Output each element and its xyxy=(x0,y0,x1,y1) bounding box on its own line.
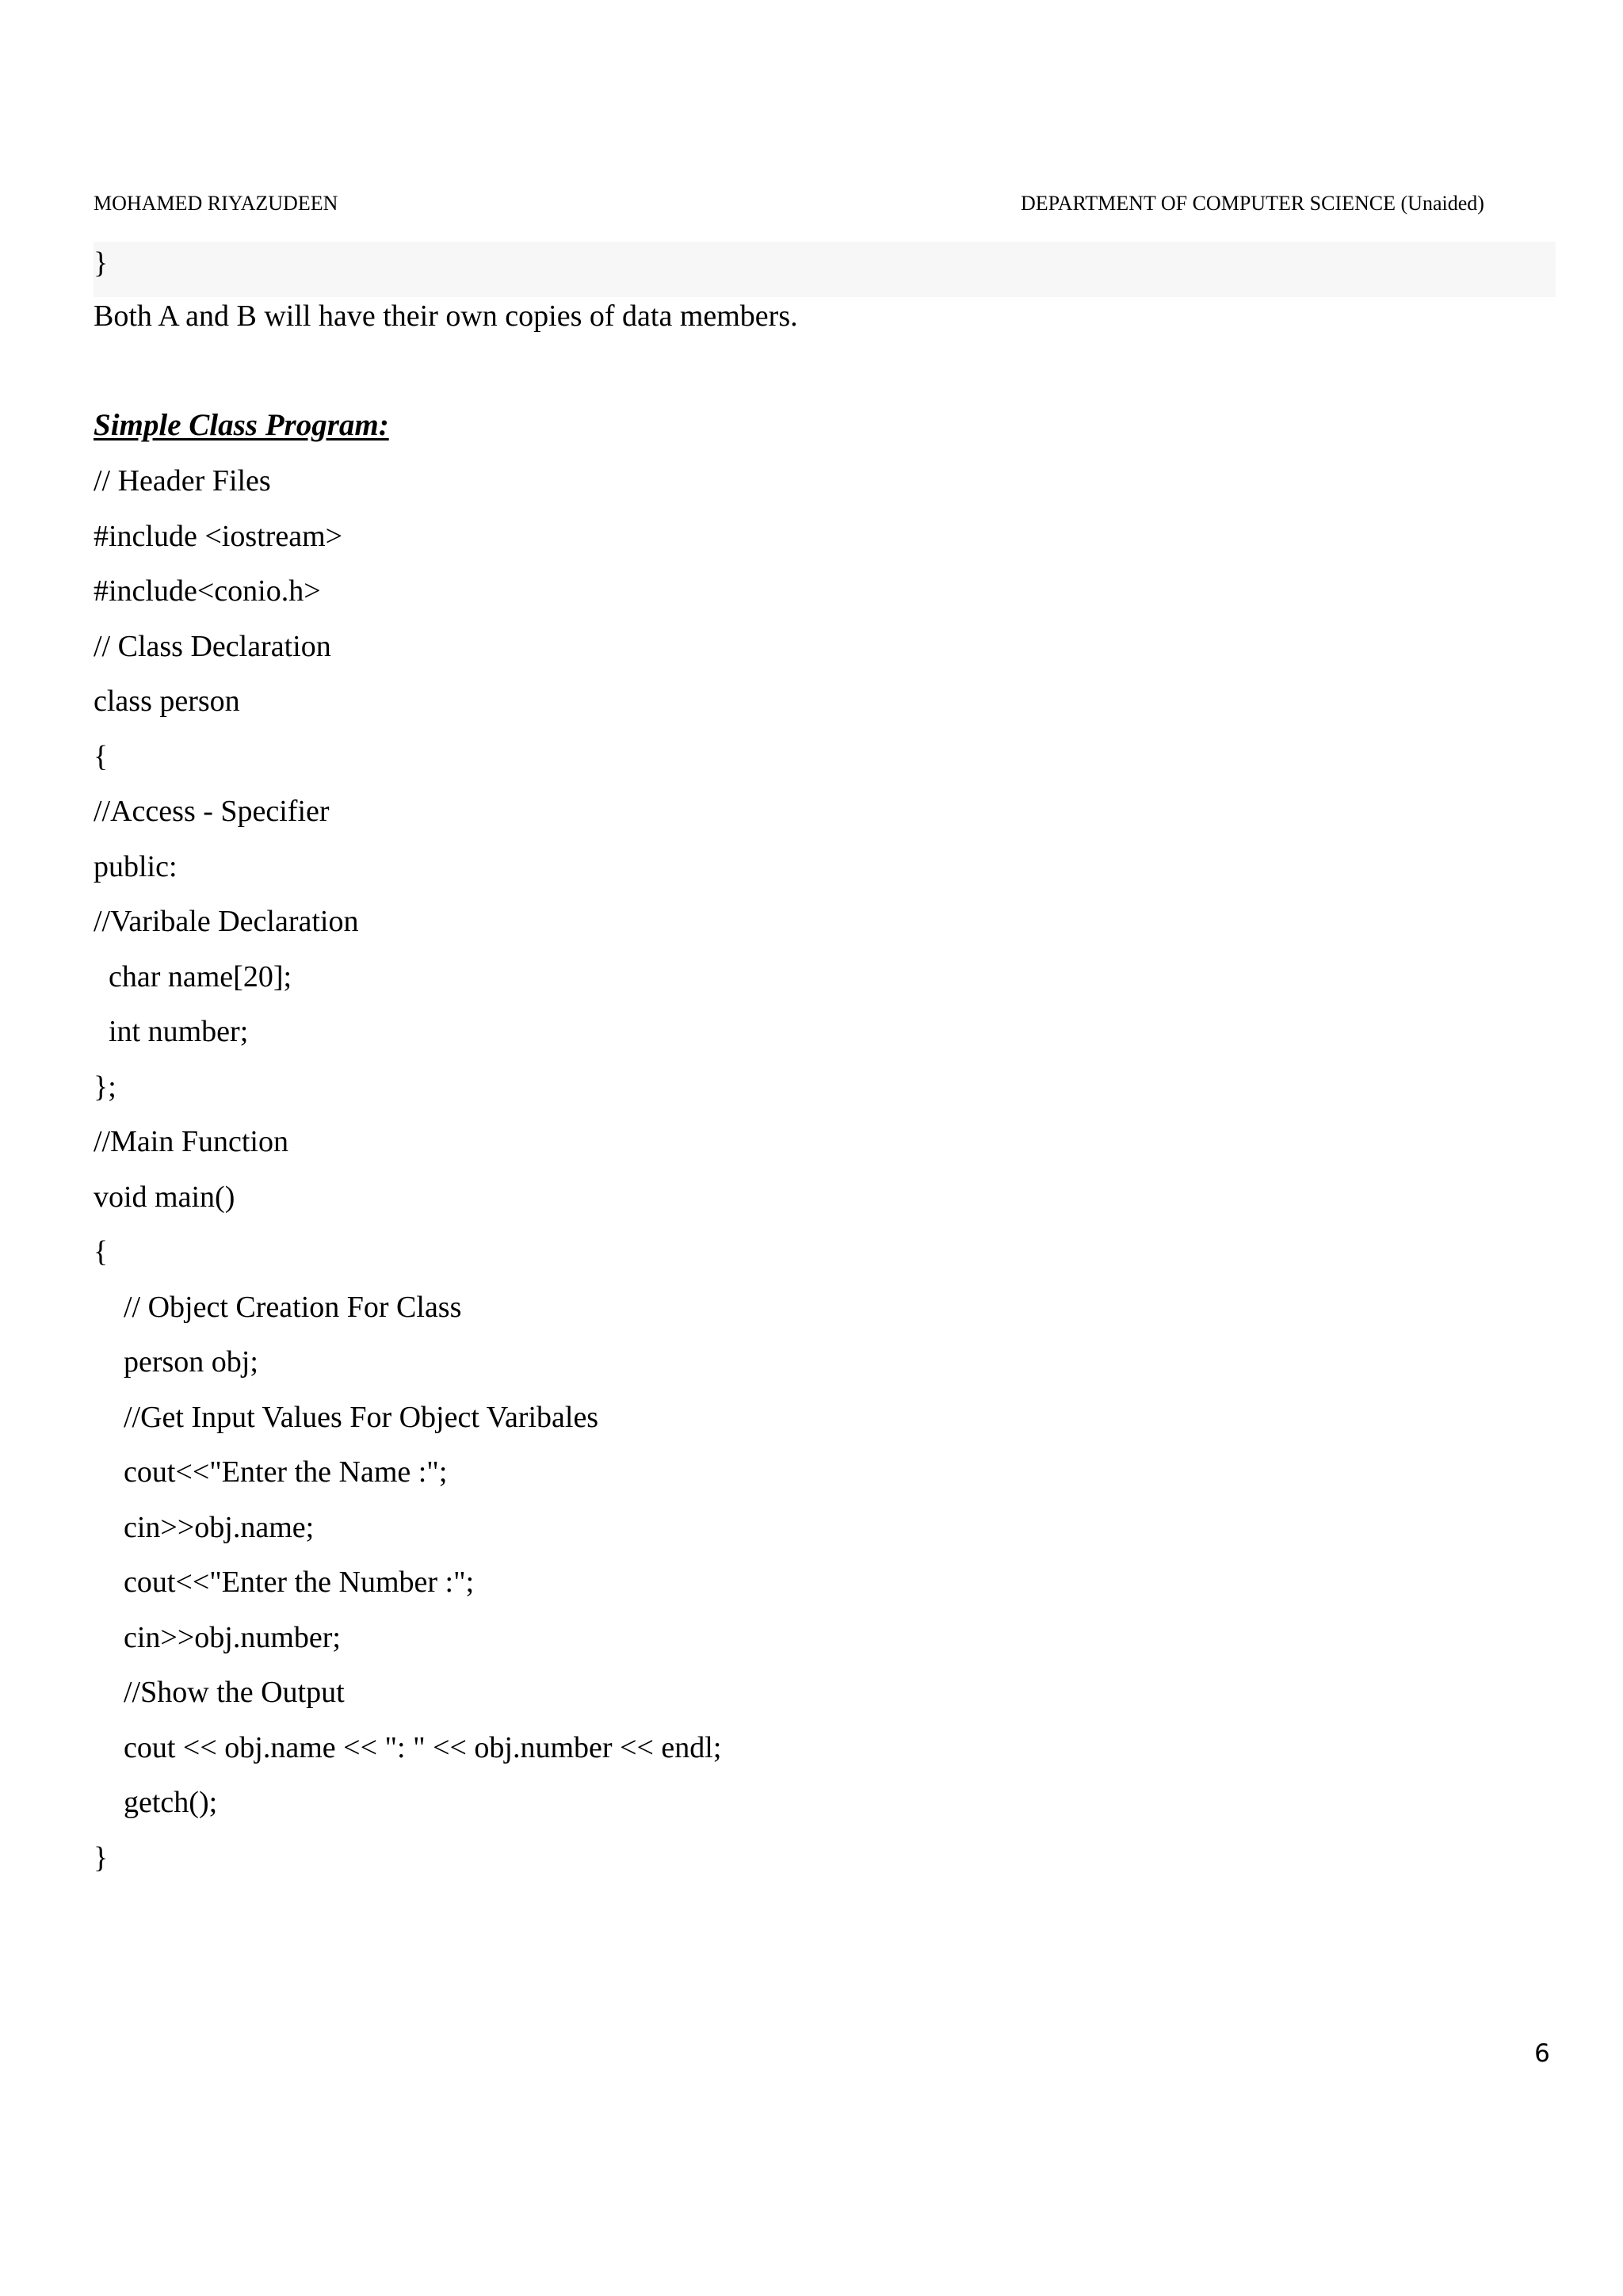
code-line: class person xyxy=(94,685,240,718)
code-line: //Get Input Values For Object Varibales xyxy=(94,1400,599,1434)
code-line: { xyxy=(94,739,109,773)
code-line: //Main Function xyxy=(94,1125,288,1158)
code-listing xyxy=(94,463,721,1895)
body-paragraph: Both A and B will have their own copies of data members. xyxy=(94,299,798,333)
code-line: int number; xyxy=(94,1015,249,1048)
code-line: #include <iostream> xyxy=(94,519,343,553)
code-line: } xyxy=(94,1840,109,1875)
code-line: #include<conio.h> xyxy=(94,574,321,608)
code-line: cout << obj.name << ": " << obj.number << endl; xyxy=(94,1730,722,1764)
page-number: 6 xyxy=(1534,2039,1550,2068)
section-heading: Simple Class Program: xyxy=(94,408,389,442)
code-line: getch(); xyxy=(94,1786,218,1819)
code-line: cout<<"Enter the Number :"; xyxy=(94,1566,475,1599)
previous-code-closing-brace: } xyxy=(94,246,109,280)
code-block-shading xyxy=(94,242,1556,297)
code-line: cin>>obj.number; xyxy=(94,1620,341,1654)
code-line: { xyxy=(94,1235,109,1268)
code-line: // Header Files xyxy=(94,464,271,498)
code-line: // Object Creation For Class xyxy=(94,1290,462,1324)
code-line: // Class Declaration xyxy=(94,629,331,663)
code-line: void main() xyxy=(94,1180,235,1214)
code-line: //Access - Specifier xyxy=(94,795,330,828)
header-department: DEPARTMENT OF COMPUTER SCIENCE (Unaided) xyxy=(1021,192,1484,215)
code-line: public: xyxy=(94,849,178,883)
code-line: person obj; xyxy=(94,1345,258,1379)
code-line: }; xyxy=(94,1070,116,1104)
header-author: MOHAMED RIYAZUDEEN xyxy=(94,192,338,215)
code-line: //Show the Output xyxy=(94,1676,345,1709)
code-line: //Varibale Declaration xyxy=(94,905,359,938)
code-line: cout<<"Enter the Name :"; xyxy=(94,1455,448,1489)
code-line: cin>>obj.name; xyxy=(94,1510,315,1544)
code-line: char name[20]; xyxy=(94,959,292,994)
